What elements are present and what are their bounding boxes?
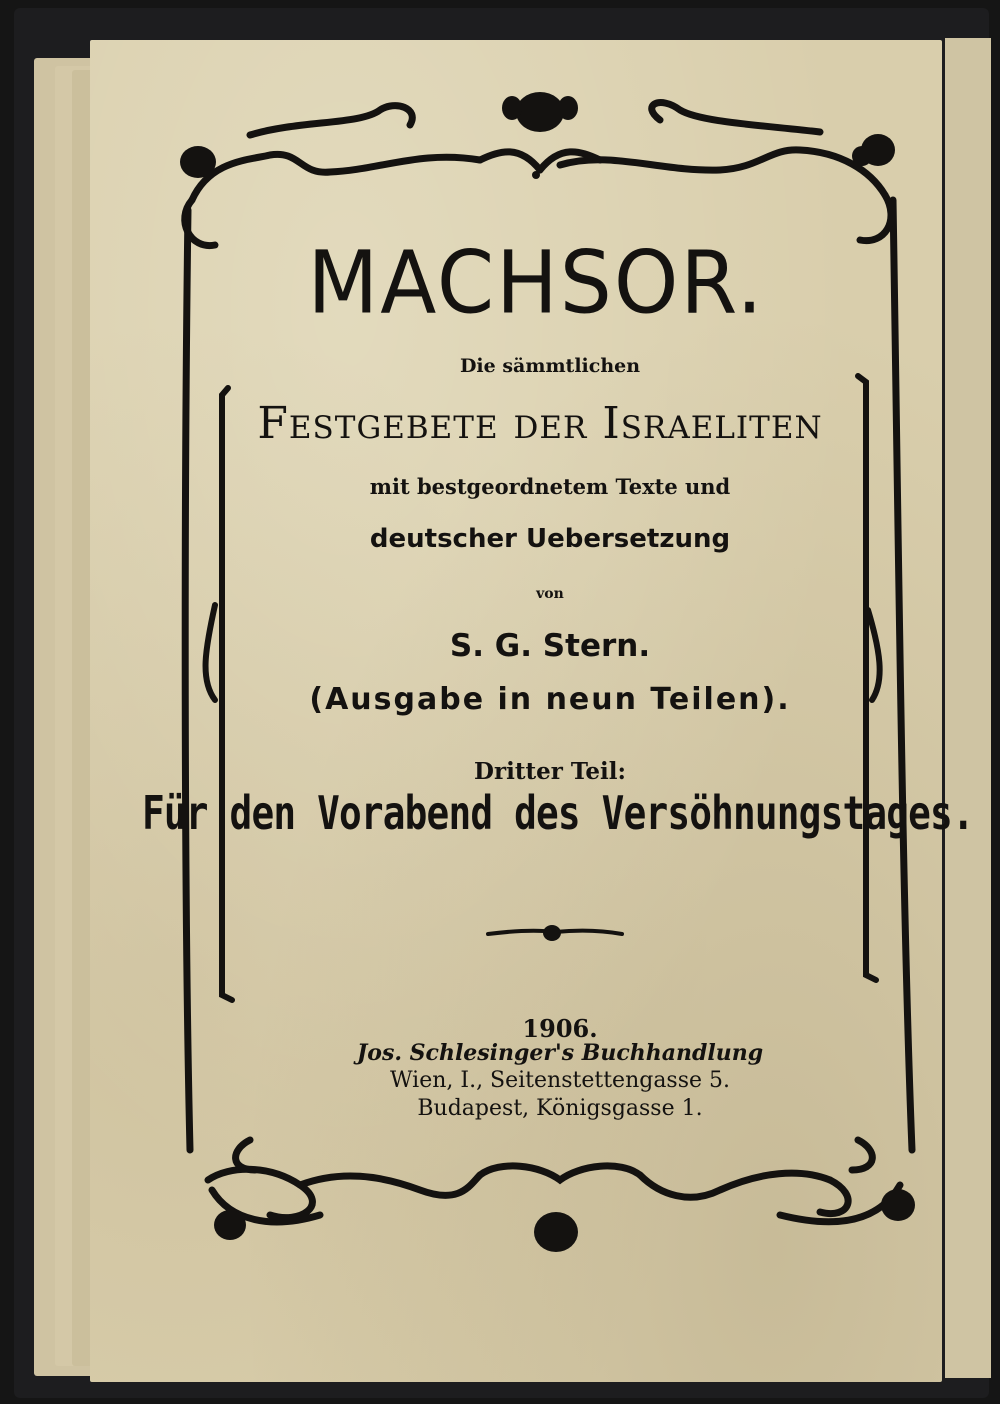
edition-note: (Ausgabe in neun Teilen).: [309, 682, 791, 717]
by-label: von: [536, 586, 564, 602]
main-heading: Festgebete der Israeliten: [257, 398, 823, 449]
book-title: MACHSOR.: [307, 233, 765, 334]
publication-year: 1906.: [522, 1014, 598, 1043]
author-name: S. G. Stern.: [449, 628, 651, 664]
publisher-address-budapest: Budapest, Königsgasse 1.: [417, 1096, 703, 1121]
description-line-2: deutscher Uebersetzung: [369, 524, 731, 554]
part-label: Dritter Teil:: [474, 758, 626, 785]
part-title: Für den Vorabend des Versöhnungstages.: [142, 786, 974, 840]
description-line-1: mit bestgeordnetem Texte und: [369, 474, 731, 499]
publisher-address-vienna: Wien, I., Seitenstettengasse 5.: [389, 1068, 731, 1093]
subtitle-intro: Die sämmtlichen: [459, 355, 641, 377]
publisher-name: Jos. Schlesinger's Buchhandlung: [356, 1040, 764, 1066]
